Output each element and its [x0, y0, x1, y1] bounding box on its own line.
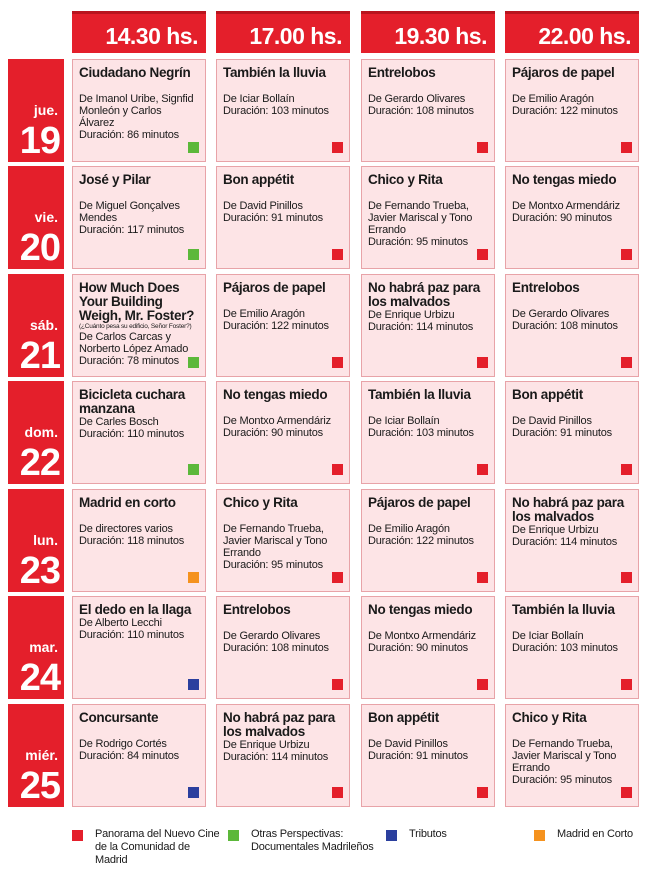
- spacer: [512, 295, 632, 308]
- film-director: De directores varios: [79, 523, 173, 535]
- legend-swatch: [534, 830, 545, 841]
- film-cell[interactable]: [505, 59, 639, 162]
- spacer: [368, 617, 488, 630]
- film-title: No tengas miedo: [368, 602, 473, 617]
- film-duration: Duración: 103 minutos: [512, 642, 618, 654]
- film-cell[interactable]: [505, 381, 639, 484]
- film-cell[interactable]: [505, 596, 639, 699]
- category-marker: [621, 679, 632, 690]
- film-duration: Duración: 118 minutos: [79, 535, 185, 547]
- film-duration: Duración: 122 minutos: [512, 105, 618, 117]
- category-marker: [188, 679, 199, 690]
- day-tab: [8, 274, 64, 377]
- film-director: De Carles Bosch: [79, 416, 159, 428]
- film-duration: Duración: 114 minutos: [512, 536, 618, 548]
- film-director: De Enrique Urbizu: [368, 309, 455, 321]
- film-title: Pájaros de papel: [512, 65, 615, 80]
- film-duration: Duración: 103 minutos: [223, 105, 329, 117]
- film-duration: Duración: 78 minutos: [79, 355, 179, 367]
- film-title: Concursante: [79, 710, 159, 725]
- day-name: jue.: [33, 102, 58, 118]
- film-duration: Duración: 91 minutos: [368, 750, 468, 762]
- legend-item: [534, 828, 650, 841]
- spacer: [512, 617, 632, 630]
- time-header: 22.00 hs.: [505, 11, 639, 53]
- film-duration: Duración: 103 minutos: [368, 427, 474, 439]
- film-duration: Duración: 95 minutos: [223, 559, 323, 571]
- film-title: También la lluvia: [368, 387, 471, 402]
- film-cell[interactable]: [72, 59, 206, 162]
- legend-item: [386, 828, 506, 841]
- time-header: 17.00 hs.: [216, 11, 350, 53]
- film-cell[interactable]: [216, 704, 350, 807]
- category-marker: [621, 249, 632, 260]
- film-cell[interactable]: [216, 596, 350, 699]
- day-number: 24: [19, 657, 60, 699]
- film-title: Chico y Rita: [223, 495, 298, 510]
- film-title: Chico y Rita: [512, 710, 587, 725]
- film-cell[interactable]: [72, 274, 206, 377]
- film-director: De David Pinillos: [512, 415, 592, 427]
- film-director: De Montxo Armendáriz: [368, 630, 476, 642]
- legend-swatch: [72, 830, 83, 841]
- film-title: Chico y Rita: [368, 172, 443, 187]
- film-duration: Duración: 90 minutos: [223, 427, 323, 439]
- film-director: De Fernando Trueba, Javier Mariscal y Tono Errando: [368, 200, 473, 236]
- film-cell[interactable]: [361, 596, 495, 699]
- spacer: [512, 725, 632, 738]
- spacer: [223, 510, 343, 523]
- day-number: 20: [19, 227, 60, 269]
- spacer: [368, 80, 488, 93]
- day-number: 25: [19, 765, 60, 807]
- spacer: [368, 725, 488, 738]
- legend: [0, 828, 650, 888]
- film-director: De Gerardo Olivares: [368, 93, 466, 105]
- film-director: De Miguel Gonçalves Mendes: [79, 200, 180, 224]
- film-director: De Emilio Aragón: [223, 308, 305, 320]
- film-cell[interactable]: [361, 274, 495, 377]
- film-director: De Montxo Armendáriz: [223, 415, 331, 427]
- day-number: 22: [19, 442, 60, 484]
- film-director: De Enrique Urbizu: [223, 739, 310, 751]
- film-director: De Gerardo Olivares: [512, 308, 610, 320]
- film-title: No habrá paz para los malvados: [512, 495, 624, 524]
- spacer: [223, 402, 343, 415]
- film-duration: Duración: 122 minutos: [223, 320, 329, 332]
- film-director: De Alberto Lecchi: [79, 617, 162, 629]
- film-title: No tengas miedo: [512, 172, 617, 187]
- category-marker: [621, 787, 632, 798]
- film-cell[interactable]: [216, 59, 350, 162]
- spacer: [223, 187, 343, 200]
- film-cell[interactable]: [72, 381, 206, 484]
- film-cell[interactable]: [216, 166, 350, 269]
- film-director: De Emilio Aragón: [512, 93, 594, 105]
- film-title: Entrelobos: [223, 602, 291, 617]
- category-marker: [621, 464, 632, 475]
- film-director: De Fernando Trueba, Javier Mariscal y Tono Errando: [223, 523, 328, 559]
- film-duration: Duración: 86 minutos: [79, 129, 179, 141]
- film-cell[interactable]: [361, 166, 495, 269]
- film-cell[interactable]: [361, 489, 495, 592]
- category-marker: [188, 572, 199, 583]
- film-cell[interactable]: [216, 381, 350, 484]
- film-cell[interactable]: [72, 704, 206, 807]
- day-number: 23: [19, 550, 60, 592]
- spacer: [512, 187, 632, 200]
- film-director: De Enrique Urbizu: [512, 524, 599, 536]
- spacer: [368, 510, 488, 523]
- legend-item: [228, 828, 378, 854]
- film-director: De David Pinillos: [223, 200, 303, 212]
- category-marker: [188, 787, 199, 798]
- film-duration: Duración: 114 minutos: [368, 321, 474, 333]
- film-cell[interactable]: [505, 166, 639, 269]
- legend-label: Tributos: [409, 828, 447, 840]
- day-name: mar.: [29, 639, 58, 655]
- film-title: No habrá paz para los malvados: [223, 710, 335, 739]
- spacer: [368, 187, 488, 200]
- category-marker: [332, 357, 343, 368]
- day-tab: [8, 381, 64, 484]
- category-marker: [332, 679, 343, 690]
- category-marker: [621, 357, 632, 368]
- day-number: 19: [19, 120, 60, 162]
- time-header: 14.30 hs.: [72, 11, 206, 53]
- spacer: [79, 187, 199, 200]
- film-duration: Duración: 122 minutos: [368, 535, 474, 547]
- film-title: Bon appétit: [223, 172, 294, 187]
- spacer: [223, 617, 343, 630]
- film-duration: Duración: 110 minutos: [79, 428, 185, 440]
- category-marker: [188, 464, 199, 475]
- day-name: sáb.: [29, 317, 58, 333]
- film-director: De Carlos Carcas y Norberto López Amado: [79, 331, 189, 355]
- film-title: No habrá paz para los malvados: [368, 280, 480, 309]
- film-duration: Duración: 117 minutos: [79, 224, 185, 236]
- film-duration: Duración: 110 minutos: [79, 629, 185, 641]
- film-director: De Rodrigo Cortés: [79, 738, 167, 750]
- category-marker: [188, 249, 199, 260]
- film-duration: Duración: 108 minutos: [368, 105, 474, 117]
- day-number: 21: [19, 335, 60, 377]
- film-title: Pájaros de papel: [223, 280, 326, 295]
- spacer: [79, 80, 199, 93]
- category-marker: [621, 572, 632, 583]
- film-title: El dedo en la llaga: [79, 602, 192, 617]
- legend-label: Panorama del Nuevo Cine de la Comunidad de Madrid: [95, 828, 220, 866]
- spacer: [512, 80, 632, 93]
- film-cell[interactable]: [72, 166, 206, 269]
- film-title: How Much Does Your Building Weigh, Mr. Foster?: [79, 280, 195, 323]
- category-marker: [477, 142, 488, 153]
- category-marker: [477, 357, 488, 368]
- category-marker: [332, 249, 343, 260]
- film-cell[interactable]: [505, 489, 639, 592]
- film-title: También la lluvia: [223, 65, 326, 80]
- film-director: De Iciar Bollaín: [223, 93, 295, 105]
- film-title: Bon appétit: [512, 387, 583, 402]
- film-duration: Duración: 108 minutos: [223, 642, 329, 654]
- film-cell[interactable]: [216, 489, 350, 592]
- film-cell[interactable]: [505, 274, 639, 377]
- film-subtitle: (¿Cuánto pesa su edificio, Señor Foster?): [79, 323, 192, 330]
- film-cell[interactable]: [72, 489, 206, 592]
- day-tab: [8, 704, 64, 807]
- day-tab: [8, 166, 64, 269]
- category-marker: [477, 679, 488, 690]
- day-name: vie.: [34, 209, 58, 225]
- category-marker: [332, 787, 343, 798]
- film-director: De Emilio Aragón: [368, 523, 450, 535]
- film-director: De Iciar Bollaín: [512, 630, 584, 642]
- film-title: Pájaros de papel: [368, 495, 471, 510]
- film-duration: Duración: 114 minutos: [223, 751, 329, 763]
- category-marker: [477, 787, 488, 798]
- day-name: dom.: [24, 424, 58, 440]
- film-title: Entrelobos: [512, 280, 580, 295]
- film-title: Bicicleta cuchara manzana: [79, 387, 185, 416]
- film-duration: Duración: 95 minutos: [368, 236, 468, 248]
- film-duration: Duración: 84 minutos: [79, 750, 179, 762]
- category-marker: [477, 572, 488, 583]
- spacer: [79, 725, 199, 738]
- film-duration: Duración: 91 minutos: [223, 212, 323, 224]
- film-title: José y Pilar: [79, 172, 151, 187]
- film-duration: Duración: 108 minutos: [512, 320, 618, 332]
- film-director: De Montxo Armendáriz: [512, 200, 620, 212]
- day-name: lun.: [33, 532, 58, 548]
- time-header: 19.30 hs.: [361, 11, 495, 53]
- film-title: Entrelobos: [368, 65, 436, 80]
- film-title: También la lluvia: [512, 602, 615, 617]
- category-marker: [332, 464, 343, 475]
- category-marker: [332, 142, 343, 153]
- film-director: De Gerardo Olivares: [223, 630, 321, 642]
- film-cell[interactable]: [216, 274, 350, 377]
- film-cell[interactable]: [361, 704, 495, 807]
- film-director: De Iciar Bollaín: [368, 415, 440, 427]
- category-marker: [477, 464, 488, 475]
- spacer: [223, 80, 343, 93]
- spacer: [512, 402, 632, 415]
- legend-swatch: [228, 830, 239, 841]
- film-title: Madrid en corto: [79, 495, 176, 510]
- legend-label: Otras Perspectivas: Documentales Madrileños: [251, 828, 374, 853]
- film-director: De Fernando Trueba, Javier Mariscal y Tono Errando: [512, 738, 617, 774]
- day-name: miér.: [25, 747, 58, 763]
- day-tab: [8, 59, 64, 162]
- film-cell[interactable]: [505, 704, 639, 807]
- film-cell[interactable]: [72, 596, 206, 699]
- spacer: [79, 510, 199, 523]
- film-cell[interactable]: [361, 59, 495, 162]
- category-marker: [188, 357, 199, 368]
- day-tab: [8, 596, 64, 699]
- film-duration: Duración: 90 minutos: [368, 642, 468, 654]
- category-marker: [621, 142, 632, 153]
- category-marker: [332, 572, 343, 583]
- film-duration: Duración: 90 minutos: [512, 212, 612, 224]
- film-director: De David Pinillos: [368, 738, 448, 750]
- film-director: De Imanol Uribe, Signfid Monleón y Carlos Álvarez: [79, 93, 194, 129]
- category-marker: [188, 142, 199, 153]
- film-title: Ciudadano Negrín: [79, 65, 191, 80]
- legend-swatch: [386, 830, 397, 841]
- spacer: [368, 402, 488, 415]
- day-tab: [8, 489, 64, 592]
- film-cell[interactable]: [361, 381, 495, 484]
- category-marker: [477, 249, 488, 260]
- legend-label: Madrid en Corto: [557, 828, 633, 840]
- film-title: Bon appétit: [368, 710, 439, 725]
- film-title: No tengas miedo: [223, 387, 328, 402]
- film-duration: Duración: 95 minutos: [512, 774, 612, 786]
- film-duration: Duración: 91 minutos: [512, 427, 612, 439]
- spacer: [223, 295, 343, 308]
- legend-item: [72, 828, 222, 867]
